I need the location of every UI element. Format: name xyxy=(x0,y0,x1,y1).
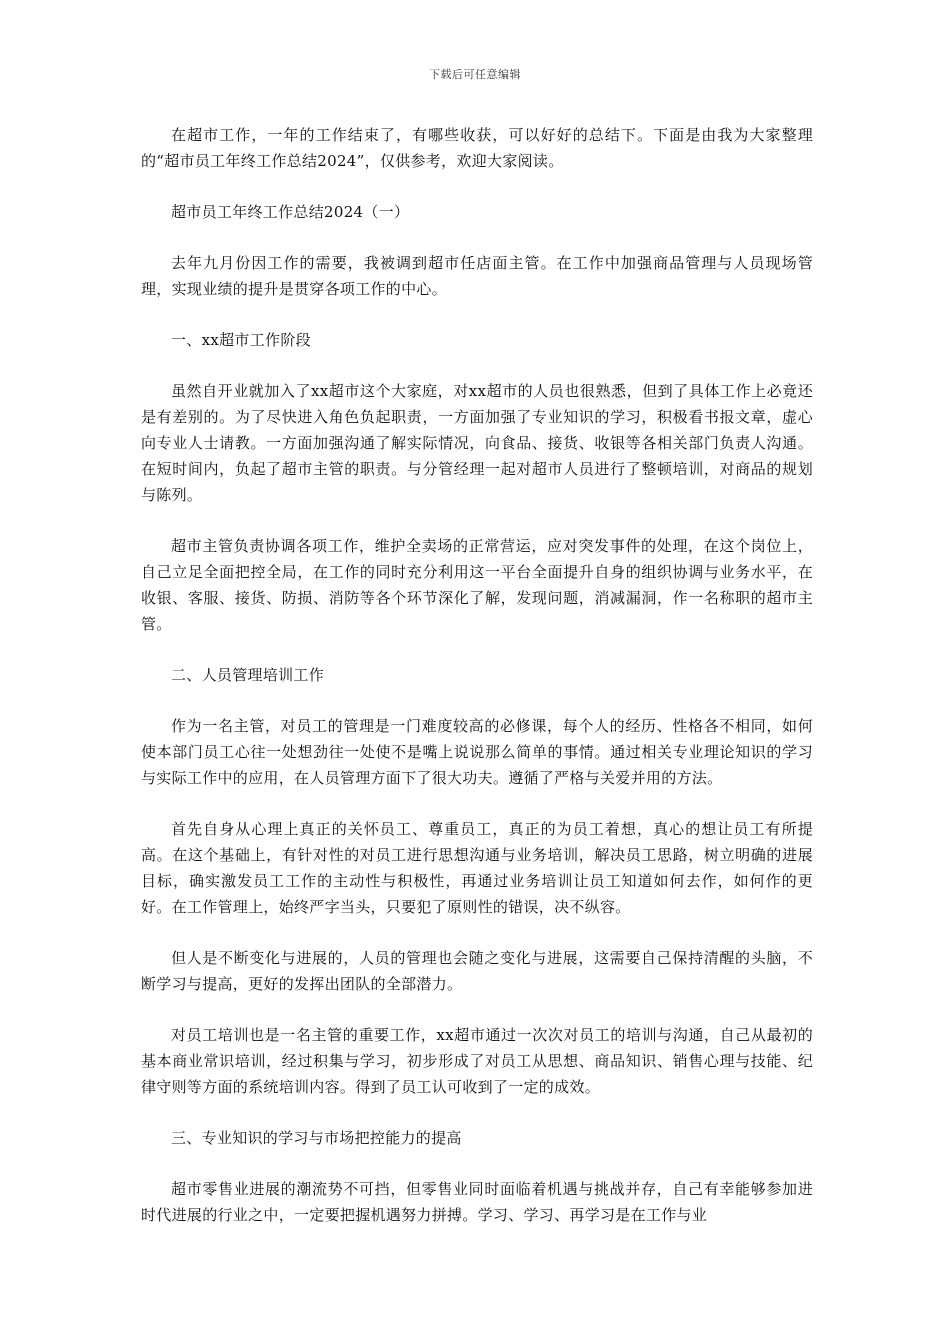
page-header: 下载后可任意编辑 xyxy=(429,68,521,81)
body-paragraph: 对员工培训也是一名主管的重要工作，xx超市通过一次次对员工的培训与沟通，自己从最初的基本商业常识培训，经过积集与学习，初步形成了对员工从思想、商品知识、销售心理与技能、纪律守则等方面的系统培训内容。得到了员工认可收到了一定的成效。 xyxy=(141,1026,813,1096)
section-title: 超市员工年终工作总结2024（一） xyxy=(171,203,410,221)
body-paragraph: 但人是不断变化与进展的，人员的管理也会随之变化与进展，这需要自己保持清醒的头脑，不断学习与提高，更好的发挥出团队的全部潜力。 xyxy=(141,949,813,993)
section-heading-1: 一、xx超市工作阶段 xyxy=(171,331,311,349)
section-heading-2: 二、人员管理培训工作 xyxy=(171,666,325,684)
body-paragraph: 首先自身从心理上真正的关怀员工、尊重员工，真正的为员工着想，真心的想让员工有所提高。在这个基础上，有针对性的对员工进行思想沟通与业务培训，解决员工思路，树立明确的进展目标，确实激发员工工作的主动性与积极性，再通过业务培训让员工知道如何去作，如何作的更好。在工作管理上，始终严字当头，只要犯了原则性的错误，决不纵容。 xyxy=(141,820,813,916)
body-paragraph: 虽然自开业就加入了xx超市这个大家庭，对xx超市的人员也很熟悉，但到了具体工作上必竟还是有差别的。为了尽快进入角色负起职责，一方面加强了专业知识的学习，积极看书报文章，虚心向专业人士请教。一方面加强沟通了解实际情况，向食品、接货、收银等各相关部门负责人沟通。在短时间内，负起了超市主管的职责。与分管经理一起对超市人员进行了整顿培训，对商品的规划与陈列。 xyxy=(141,382,813,504)
intro-paragraph: 在超市工作，一年的工作结束了，有哪些收获，可以好好的总结下。下面是由我为大家整理的“超市员工年终工作总结2024”，仅供参考，欢迎大家阅读。 xyxy=(141,126,813,170)
body-paragraph: 超市主管负责协调各项工作，维护全卖场的正常营运，应对突发事件的处理，在这个岗位上，自己立足全面把控全局，在工作的同时充分利用这一平台全面提升自身的组织协调与业务水平，在收银、客服、接货、防损、消防等各个环节深化了解，发现问题，消减漏洞，作一名称职的超市主管。 xyxy=(141,537,813,633)
body-paragraph: 去年九月份因工作的需要，我被调到超市任店面主管。在工作中加强商品管理与人员现场管理，实现业绩的提升是贯穿各项工作的中心。 xyxy=(141,254,813,298)
body-paragraph: 超市零售业进展的潮流势不可挡，但零售业同时面临着机遇与挑战并存，自己有幸能够参加进时代进展的行业之中，一定要把握机遇努力拼搏。学习、学习、再学习是在工作与业 xyxy=(141,1180,813,1224)
section-heading-3: 三、专业知识的学习与市场把控能力的提高 xyxy=(171,1129,462,1147)
document-body xyxy=(141,122,813,1253)
body-paragraph: 作为一名主管，对员工的管理是一门难度较高的必修课，每个人的经历、性格各不相同，如何使本部门员工心往一处想劲往一处使不是嘴上说说那么简单的事情。通过相关专业理论知识的学习与实际工作中的应用，在人员管理方面下了很大功夫。遵循了严格与关爱并用的方法。 xyxy=(141,717,813,787)
